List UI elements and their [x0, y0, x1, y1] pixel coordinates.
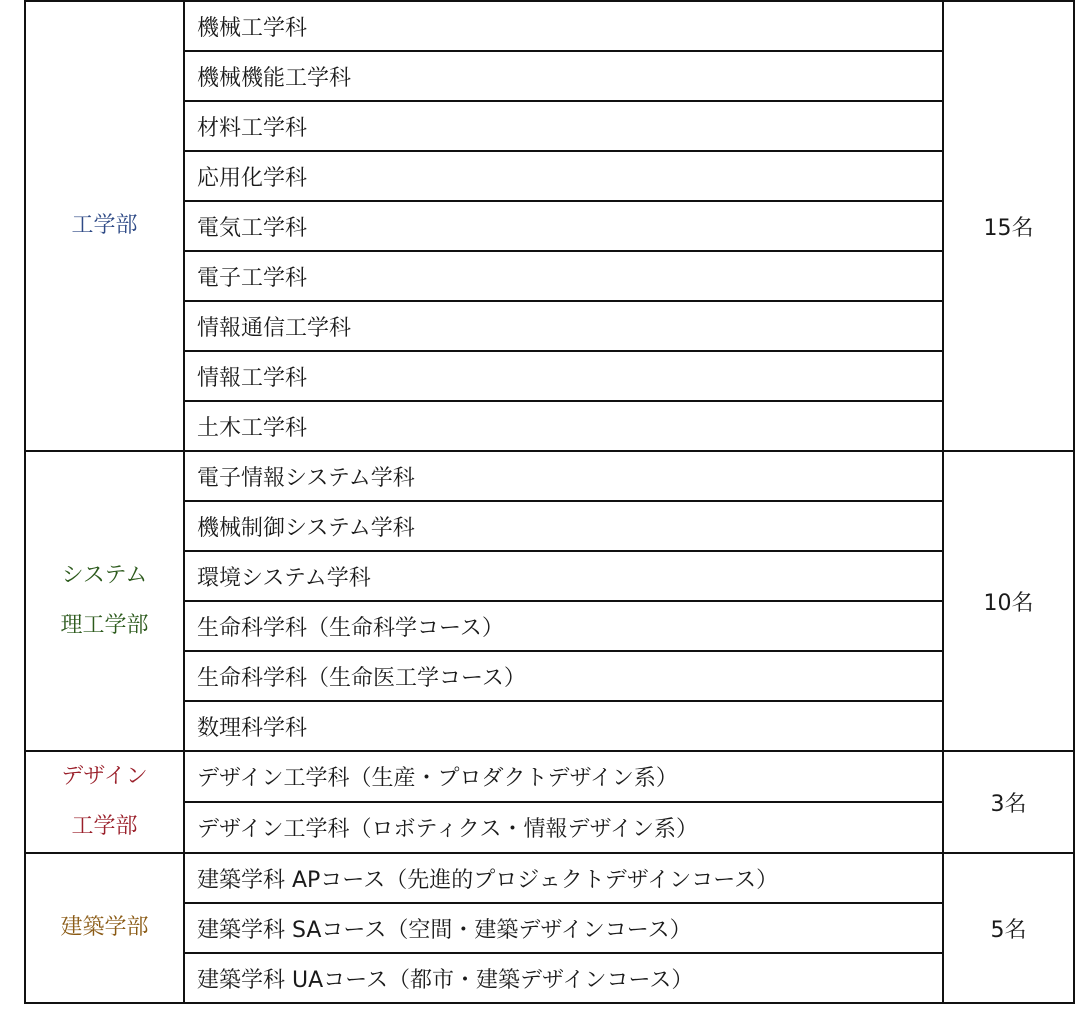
department-cell: 建築学科 UAコース（都市・建築デザインコース）	[184, 953, 943, 1003]
faculty-design	[25, 751, 184, 853]
quota-architecture: 5名	[943, 853, 1074, 1003]
table-row	[25, 853, 1074, 903]
department-cell: 土木工学科	[184, 401, 943, 451]
quota-systems: 10名	[943, 451, 1074, 751]
department-cell: 機械機能工学科	[184, 51, 943, 101]
department-cell: 電気工学科	[184, 201, 943, 251]
quota-engineering: 15名	[943, 1, 1074, 451]
faculty-name-line2: 工学部	[71, 814, 138, 839]
department-cell: 応用化学科	[184, 151, 943, 201]
department-cell: 機械制御システム学科	[184, 501, 943, 551]
faculty-engineering	[25, 1, 184, 451]
faculty-systems	[25, 451, 184, 751]
faculty-name-line1: システム	[61, 563, 148, 588]
department-cell: 環境システム学科	[184, 551, 943, 601]
admission-quota-table	[24, 0, 1075, 1004]
table-row	[25, 1, 1074, 51]
department-cell: 情報通信工学科	[184, 301, 943, 351]
faculty-name: 工学部	[71, 213, 138, 238]
faculty-architecture	[25, 853, 184, 1003]
department-cell: 生命科学科（生命科学コース）	[184, 601, 943, 651]
department-cell: 生命科学科（生命医工学コース）	[184, 651, 943, 701]
department-cell: 電子情報システム学科	[184, 451, 943, 501]
department-cell: 材料工学科	[184, 101, 943, 151]
faculty-name: 建築学部	[60, 915, 149, 940]
table-row	[25, 751, 1074, 802]
department-cell: デザイン工学科（ロボティクス・情報デザイン系）	[184, 802, 943, 853]
department-cell: 建築学科 SAコース（空間・建築デザインコース）	[184, 903, 943, 953]
faculty-name-line2: 理工学部	[60, 613, 149, 638]
department-cell: 建築学科 APコース（先進的プロジェクトデザインコース）	[184, 853, 943, 903]
quota-design: 3名	[943, 751, 1074, 853]
department-cell: 電子工学科	[184, 251, 943, 301]
table-row	[25, 451, 1074, 501]
department-cell: デザイン工学科（生産・プロダクトデザイン系）	[184, 751, 943, 802]
faculty-name-line1: デザイン	[61, 764, 148, 789]
department-cell: 数理科学科	[184, 701, 943, 751]
department-cell: 情報工学科	[184, 351, 943, 401]
department-cell: 機械工学科	[184, 1, 943, 51]
